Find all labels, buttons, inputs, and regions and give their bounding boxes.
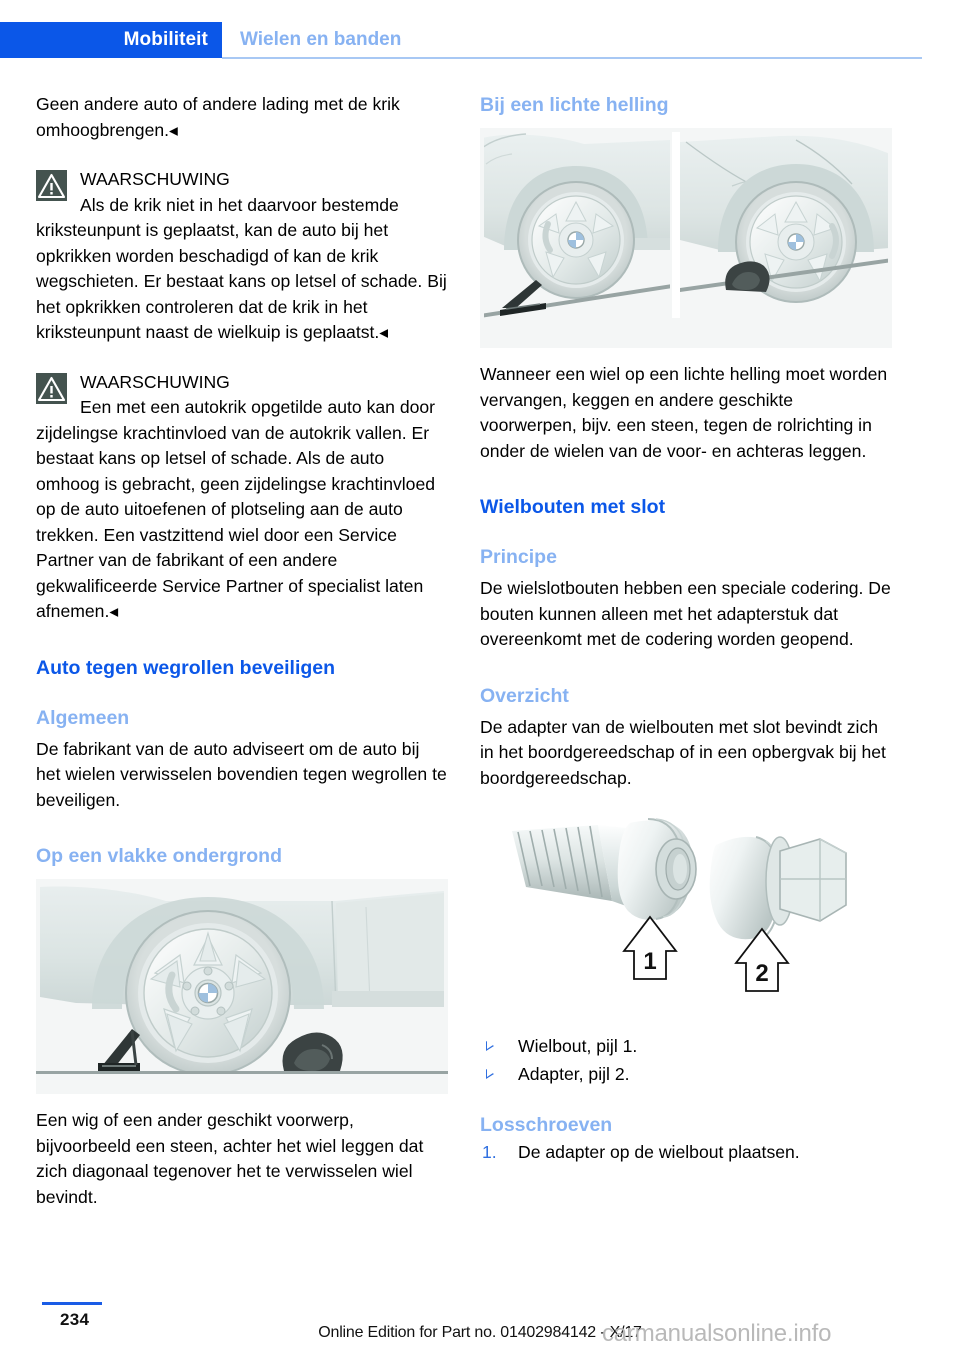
right-column bbox=[480, 92, 892, 1166]
step-label: De adapter op de wielbout plaatsen. bbox=[518, 1142, 800, 1162]
paragraph-lichte-helling: Wanneer een wiel op een lichte helling moet worden vervangen, keggen en andere geschikte voorwerpen, bijv. een steen, tegen de rolrichting in onder de wielen van de voor- en achteras leggen. bbox=[480, 364, 888, 461]
list-item bbox=[480, 1138, 892, 1166]
warning-block-2 bbox=[36, 370, 448, 625]
callout-2-label: 2 bbox=[755, 960, 769, 987]
list-item-label: Wielbout, pijl 1. bbox=[518, 1036, 638, 1056]
header-section-block bbox=[240, 22, 401, 58]
figure-wheel-flat-ground bbox=[36, 879, 448, 1094]
paragraph-algemeen: De fabrikant van de auto adviseert om de auto bij het wielen verwisselen bovendien tegen wegrollen te beveiligen. bbox=[36, 738, 447, 810]
triangle-bullet-inner-icon bbox=[487, 1069, 493, 1077]
watermark-text: carmanualsonline.info bbox=[602, 1320, 832, 1347]
heading-principe: Principe bbox=[480, 546, 557, 568]
header-chapter-block bbox=[0, 22, 222, 58]
footer-edition-text: Online Edition for Part no. 01402984142 - X/17 bbox=[318, 1324, 642, 1341]
paragraph-wig-voorwerp: Een wig of een ander geschikt voorwerp, bijvoorbeeld een steen, achter het wiel leggen dat zich diagonaal tegenover het te verwisselen wiel bevindt. bbox=[36, 1110, 424, 1207]
heading-losschroeven: Losschroeven bbox=[480, 1114, 613, 1136]
heading-auto-tegen-wegrollen: Auto tegen wegrollen beveiligen bbox=[36, 656, 336, 679]
paragraph-overzicht: De adapter van de wielbouten met slot bevindt zich in het boordgereedschap of in een opbergvak bij het boordgereedschap. bbox=[480, 716, 886, 788]
header-section-label: Wielen en banden bbox=[240, 29, 402, 50]
warning-body-1: Als de krik niet in het daarvoor bestemde kriksteunpunt is geplaatst, kan de auto bij het opkrikken worden beschadigd of kan de krik wegschieten. Er bestaat kans op letsel of schade. Bij het opkrikken controleren dat de krik in het kriksteunpunt naast de wielkuip is geplaatst.◂ bbox=[36, 194, 447, 342]
heading-bij-een-lichte-helling: Bij een lichte helling bbox=[480, 94, 669, 116]
header-chapter-label: Mobiliteit bbox=[123, 29, 208, 50]
warning-title-1: WAARSCHUWING bbox=[80, 169, 230, 189]
callout-1-label: 1 bbox=[643, 948, 657, 975]
footer-divider bbox=[42, 1302, 102, 1305]
step-number: 1. bbox=[482, 1142, 497, 1162]
list-item bbox=[480, 1032, 892, 1060]
warning-triangle-icon bbox=[36, 373, 67, 404]
intro-paragraph: Geen andere auto of andere lading met de krik omhoogbrengen.◂ bbox=[36, 94, 400, 140]
warning-block-1 bbox=[36, 167, 448, 346]
list-item-label: Adapter, pijl 2. bbox=[518, 1064, 630, 1084]
left-column bbox=[36, 92, 448, 1210]
heading-algemeen: Algemeen bbox=[36, 706, 130, 729]
header-divider bbox=[222, 57, 922, 59]
warning-body-2: Een met een autokrik opgetilde auto kan door zijdelingse krachtinvloed van de autokrik vallen. Er bestaat kans op letsel of schade. Als de auto omhoog is gebracht, geen zijdelingse krachtinvloed op de auto uitoefenen of plotseling aan de auto trekken. Een vastzittend wiel door een Service Partner van de fabrikant of een andere gekwalificeerde Service Partner of specialist laten afnemen.◂ bbox=[36, 397, 436, 621]
warning-triangle-icon bbox=[36, 170, 67, 201]
figure-wheel-bolt-adapter bbox=[480, 809, 892, 1024]
figure-slope-two-cars bbox=[480, 128, 892, 348]
page-header bbox=[0, 22, 960, 60]
triangle-bullet-inner-icon bbox=[487, 1041, 493, 1049]
page-number: 234 bbox=[60, 1310, 90, 1329]
heading-overzicht: Overzicht bbox=[480, 684, 569, 707]
heading-op-een-vlakke-ondergrond: Op een vlakke ondergrond bbox=[36, 845, 282, 867]
heading-wielbouten-met-slot: Wielbouten met slot bbox=[480, 496, 666, 518]
paragraph-principe: De wielslotbouten hebben een speciale codering. De bouten kunnen alleen met het adapterstuk dat overeenkomt met de codering worden geopend. bbox=[480, 578, 891, 649]
warning-title-2: WAARSCHUWING bbox=[80, 371, 230, 392]
list-item bbox=[480, 1060, 892, 1088]
numbered-steps-losschroeven bbox=[480, 1138, 892, 1166]
bullet-list-bolt-parts bbox=[480, 1032, 892, 1088]
